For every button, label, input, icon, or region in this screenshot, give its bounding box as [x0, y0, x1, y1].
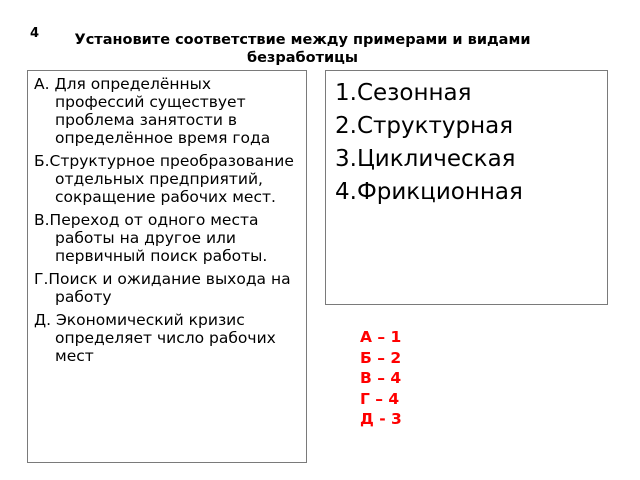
type-item-3: 3.Циклическая [335, 146, 516, 172]
example-item-a: А. Для определённых профессий существует проблема занятости в определённое время года [34, 75, 271, 147]
example-item-b: Б.Структурное преобразование отдельных предприятий, сокращение рабочих мест. [34, 152, 294, 206]
answer-d: Г – 4 [360, 389, 400, 408]
answer-a: А – 1 [360, 328, 402, 346]
example-item-d: Г.Поиск и ожидание выхода на работу [34, 270, 291, 306]
answer-e: Д - 3 [360, 410, 402, 428]
slide-number: 4 [30, 26, 40, 41]
type-item-4: 4.Фрикционная [335, 179, 523, 205]
type-item-2: 2.Структурная [335, 113, 514, 139]
examples-box [27, 70, 307, 463]
answer-b: Б – 2 [360, 348, 402, 367]
example-item-c: В.Переход от одного места работы на другое или первичный поиск работы. [34, 211, 268, 265]
answer-c: В – 4 [360, 369, 402, 387]
type-item-1: 1.Сезонная [335, 80, 472, 106]
task-title: Установите соответствие между примерами и видами безработицы [74, 32, 531, 66]
answer-key [360, 327, 402, 430]
example-item-e: Д. Экономический кризис определяет число рабочих мест [34, 311, 276, 365]
unemployment-types-box [325, 70, 608, 305]
